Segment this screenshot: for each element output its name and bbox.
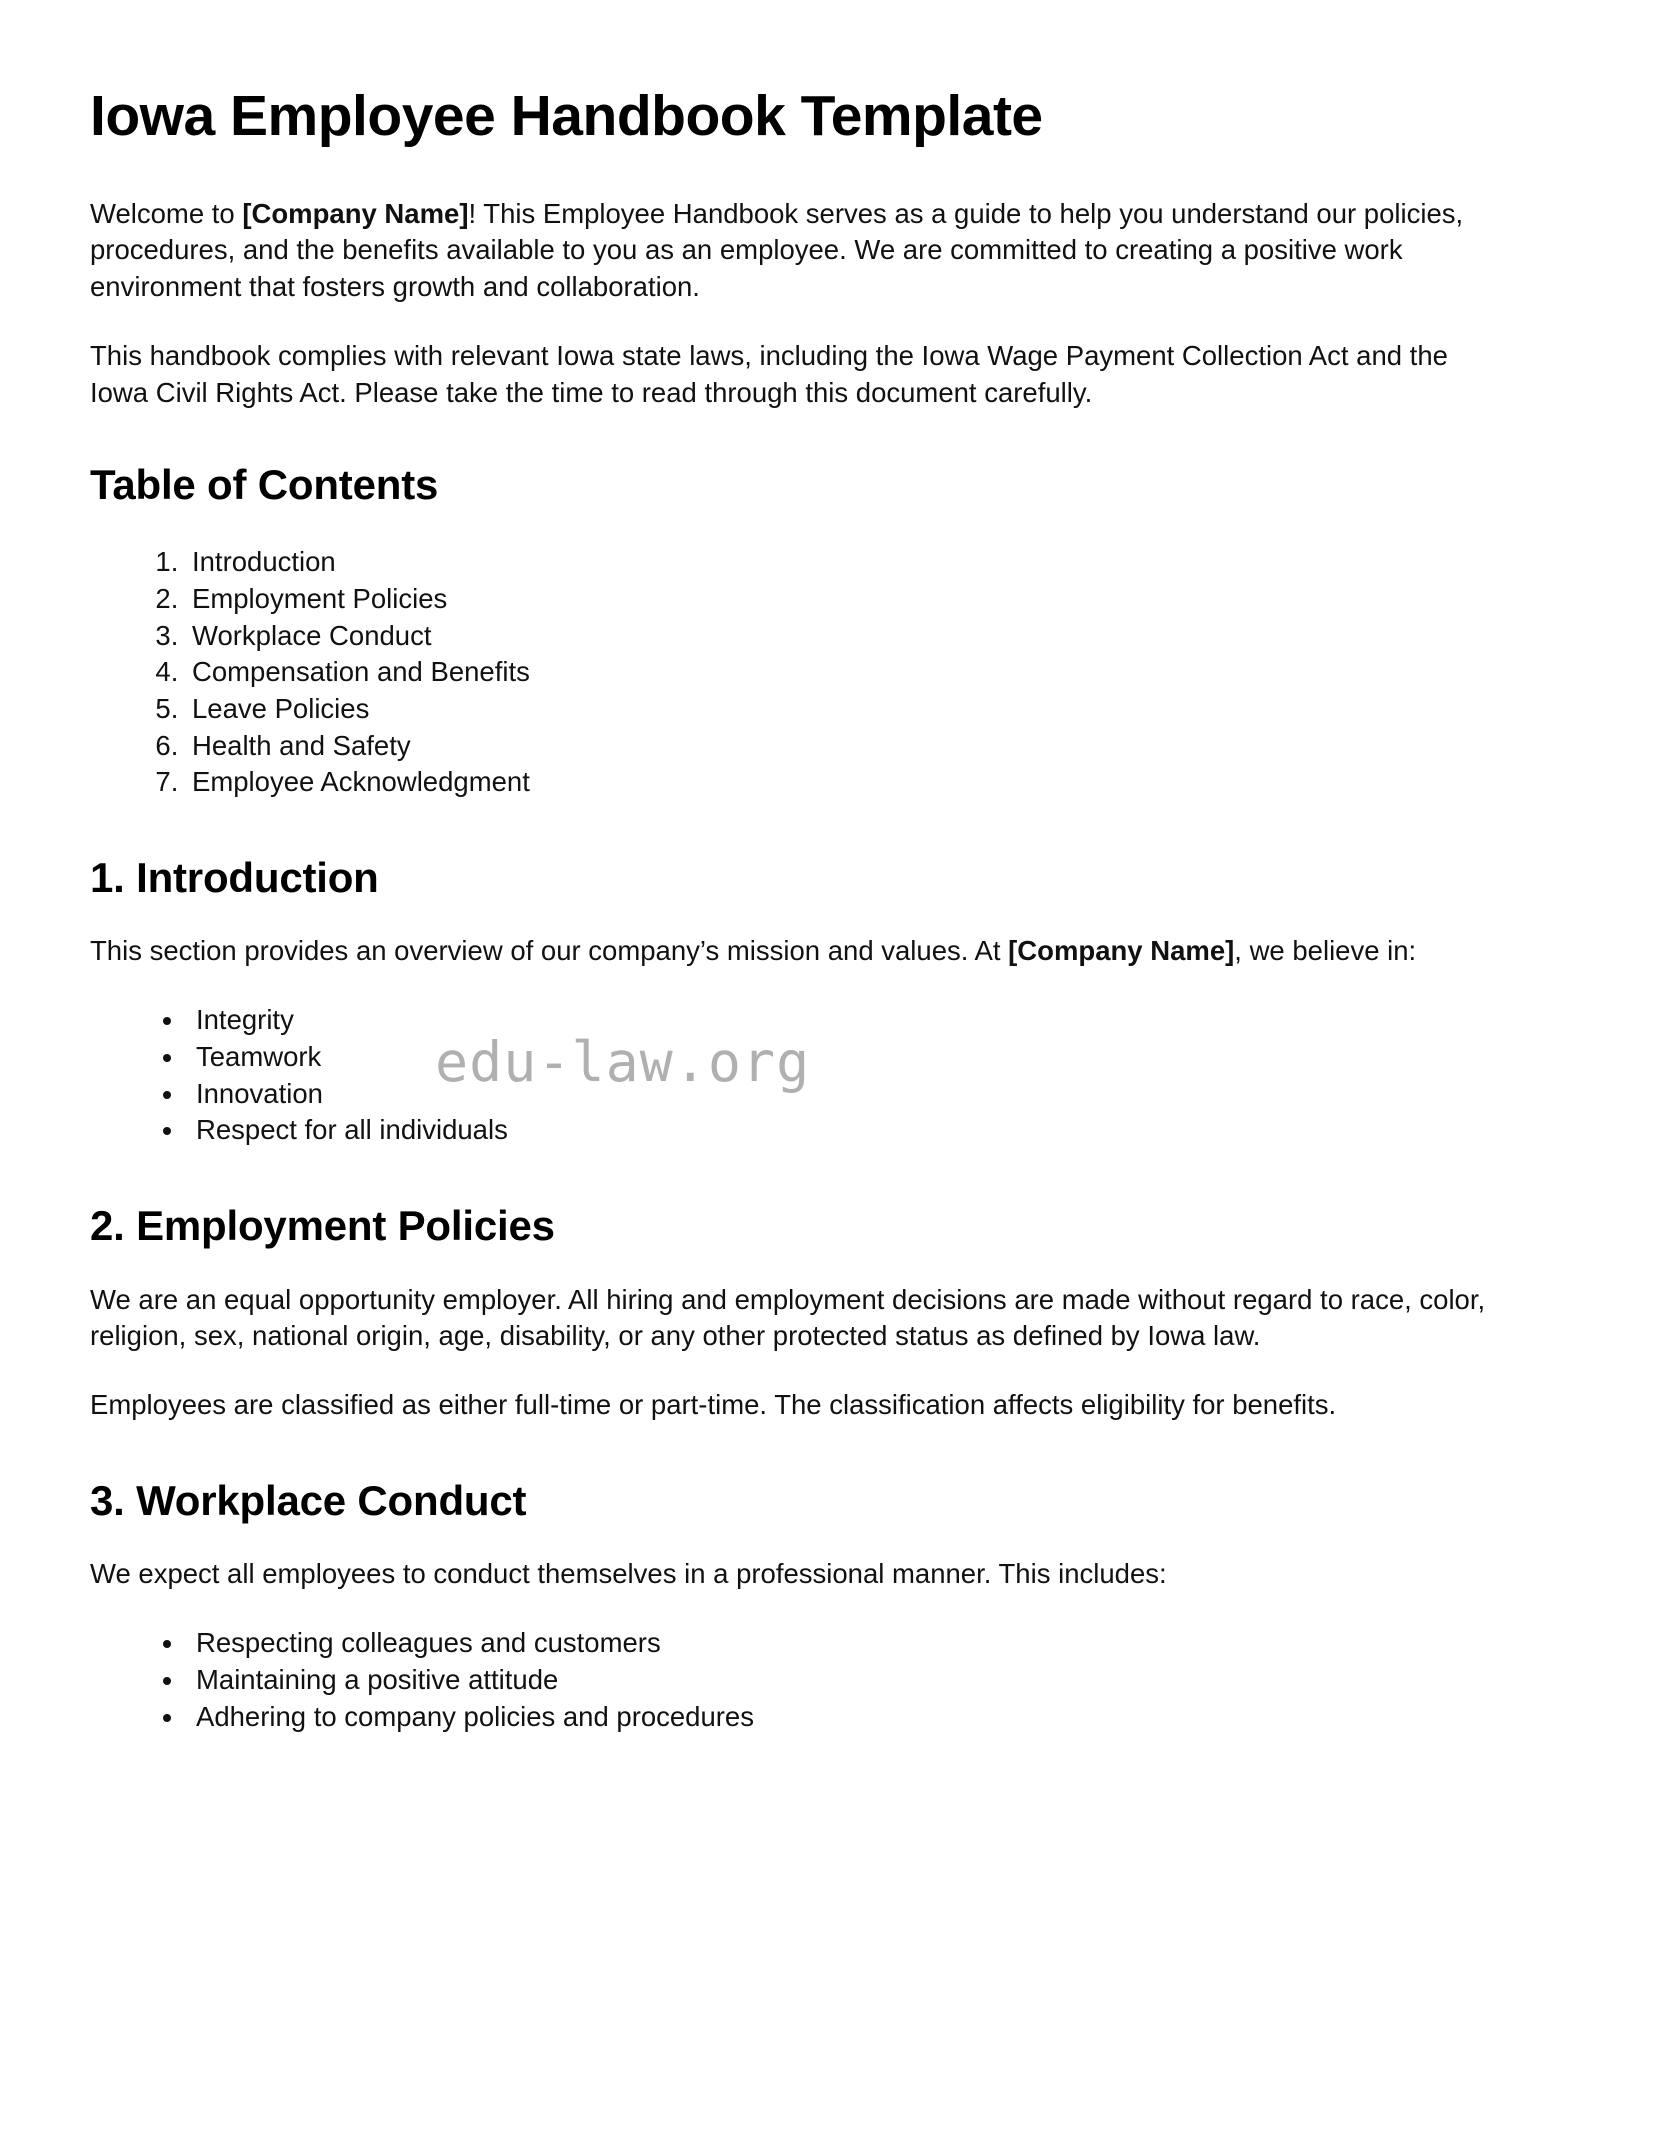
section-heading-introduction: 1. Introduction bbox=[90, 854, 379, 902]
workplace-conduct-list bbox=[90, 1625, 1574, 1735]
intro-paragraph-1-lead: Welcome to bbox=[90, 197, 243, 229]
workplace-conduct-paragraph-1: We expect all employees to conduct themselves in a professional manner. This includes: bbox=[90, 1558, 1167, 1590]
section-heading-workplace-conduct: 3. Workplace Conduct bbox=[90, 1477, 527, 1525]
toc-item: 7. Employee Acknowledgment bbox=[186, 764, 1574, 801]
intro-paragraph-1 bbox=[90, 196, 1510, 307]
toc-item: 3. Workplace Conduct bbox=[186, 618, 1574, 655]
site-watermark: edu-law.org bbox=[435, 1030, 811, 1094]
company-name-placeholder: [Company Name] bbox=[1008, 935, 1235, 967]
table-of-contents-heading: Table of Contents bbox=[90, 460, 439, 508]
introduction-lead-part-2: , we believe in: bbox=[1234, 935, 1417, 967]
company-name-placeholder: [Company Name] bbox=[242, 197, 469, 229]
list-item: • Adhering to company policies and procedures bbox=[186, 1699, 1574, 1736]
list-item: • Integrity bbox=[186, 1002, 1574, 1039]
table-of-contents-list bbox=[90, 544, 1574, 801]
list-item: • Maintaining a positive attitude bbox=[186, 1662, 1574, 1699]
list-item: • Respecting colleagues and customers bbox=[186, 1625, 1574, 1662]
toc-item: 4. Compensation and Benefits bbox=[186, 654, 1574, 691]
toc-item: 2. Employment Policies bbox=[186, 581, 1574, 618]
intro-paragraph-2: This handbook complies with relevant Iowa state laws, including the Iowa Wage Payment Collection Act and the Iowa Civil Rights Act. Please take the time to read through this document carefully. bbox=[90, 340, 1448, 408]
toc-item: 5. Leave Policies bbox=[186, 691, 1574, 728]
introduction-values-list bbox=[90, 1002, 1574, 1149]
intro-paragraph-1-rest: ! This Employee Handbook serves as a guide to help you understand our policies, procedures, and the benefits available to you as an employee. We are committed to creating a positive work environment that fosters growth and collaboration. bbox=[90, 197, 1464, 303]
list-item: • Respect for all individuals bbox=[186, 1112, 1574, 1149]
list-item: • Teamwork bbox=[186, 1039, 1574, 1076]
section-heading-employment-policies: 2. Employment Policies bbox=[90, 1202, 555, 1250]
toc-item: 1. Introduction bbox=[186, 544, 1574, 581]
employment-policies-paragraph-1: We are an equal opportunity employer. All hiring and employment decisions are made without regard to race, color, religion, sex, national origin, age, disability, or any other protected status as defined by Iowa law. bbox=[90, 1283, 1486, 1352]
document-body bbox=[90, 84, 1574, 1735]
introduction-lead-part-1: This section provides an overview of our company’s mission and values. At bbox=[90, 935, 1009, 967]
employment-policies-paragraph-2: Employees are classified as either full-time or part-time. The classification affects eligibility for benefits. bbox=[90, 1389, 1337, 1421]
toc-item: 6. Health and Safety bbox=[186, 728, 1574, 765]
list-item: • Innovation bbox=[186, 1076, 1574, 1113]
page-title: Iowa Employee Handbook Template bbox=[90, 84, 1043, 148]
introduction-lead-paragraph bbox=[90, 933, 1510, 970]
